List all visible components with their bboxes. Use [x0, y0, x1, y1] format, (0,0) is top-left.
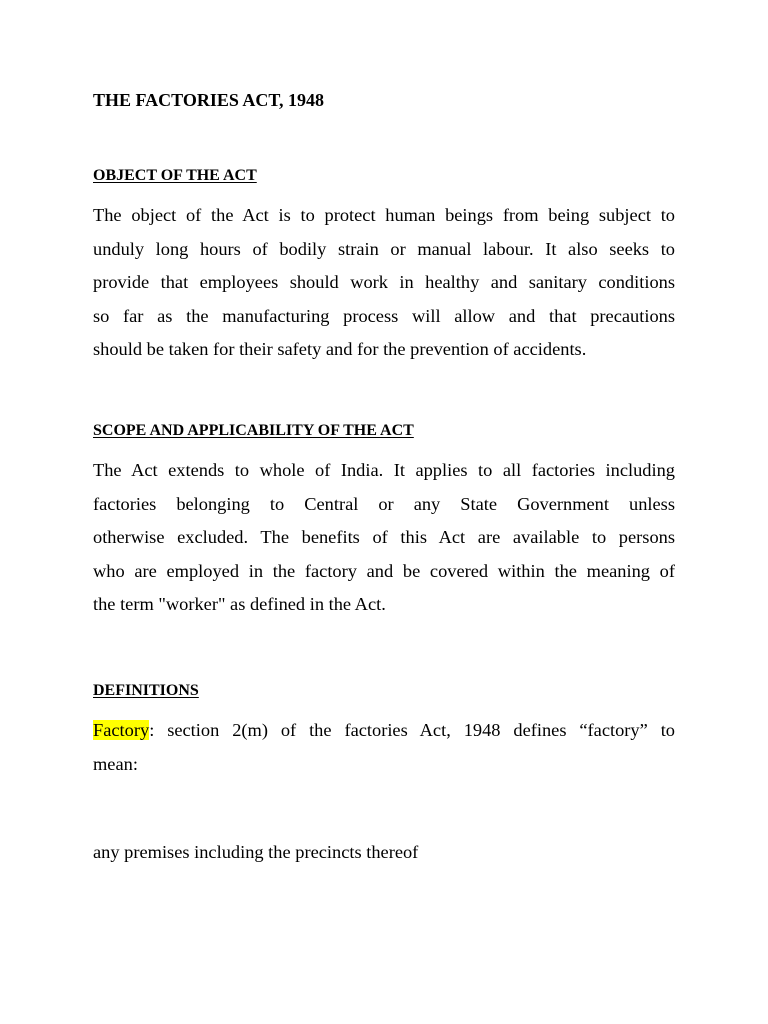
highlighted-term-factory: Factory [93, 720, 150, 740]
paragraph-line: mean: [93, 753, 138, 774]
paragraph-line: so far as the manufacturing process will allow and that precautions [93, 305, 675, 326]
document-title: THE FACTORIES ACT, 1948 [93, 90, 325, 110]
paragraph-line: The object of the Act is to protect human beings from being subject to [93, 205, 675, 225]
paragraph-scope [93, 454, 675, 622]
paragraph-line: provide that employees should work in healthy and sanitary conditions [93, 272, 675, 293]
paragraph-object [93, 199, 675, 367]
heading-scope-applicability: SCOPE AND APPLICABILITY OF THE ACT [93, 422, 414, 439]
paragraph-line [93, 714, 675, 748]
heading-object-of-act: OBJECT OF THE ACT [93, 167, 257, 184]
heading-definitions: DEFINITIONS [93, 682, 199, 699]
factory-definition-text: : section 2(m) of the factories Act, 1948 defines “factory” to [149, 720, 675, 740]
paragraph-factory-definition [93, 714, 675, 781]
paragraph-line: unduly long hours of bodily strain or manual labour. It also seeks to [93, 238, 675, 259]
paragraph-line: factories belonging to Central or any State Government unless [93, 493, 675, 514]
paragraph-line: the term "worker" as defined in the Act. [93, 594, 386, 615]
paragraph-line: should be taken for their safety and for the prevention of accidents. [93, 339, 587, 360]
paragraph-line: The Act extends to whole of India. It applies to all factories including [93, 460, 675, 480]
paragraph-line: who are employed in the factory and be covered within the meaning of [93, 560, 675, 581]
premises-text: any premises including the precincts thereof [93, 842, 419, 862]
paragraph-line: otherwise excluded. The benefits of this Act are available to persons [93, 527, 675, 548]
